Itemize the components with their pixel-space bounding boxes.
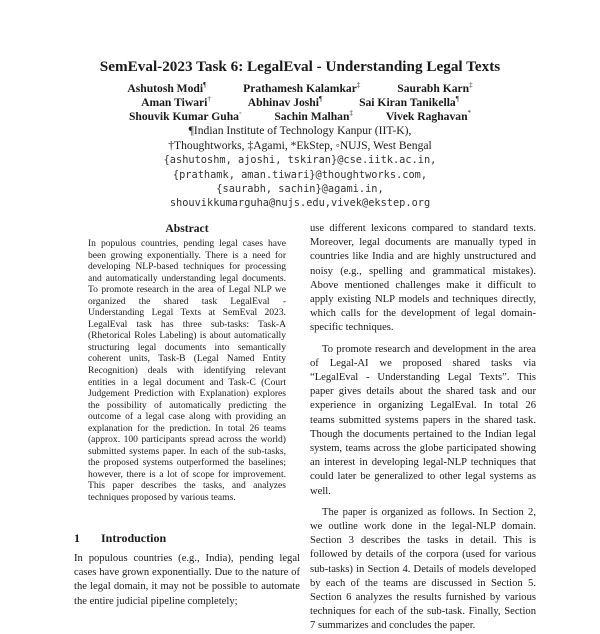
email-line: {ashutoshm, ajoshi, tskiran}@cse.iitk.ac.in, [163,154,437,166]
author: Saurabh Karn‡ [397,81,473,95]
section-number: 1 [74,531,80,545]
abstract-body [88,238,286,504]
paper-title: SemEval-2023 Task 6: LegalEval - Understanding Legal Texts [99,58,501,75]
author: Abhinav Joshi¶ [247,95,323,109]
author: Aman Tiwari† [141,95,211,109]
section-title: Introduction [101,531,167,545]
paragraph: use different lexicons compared to standard texts. Moreover, legal documents are manually typed in countries like India and are highly unstructured and noisy (e.g., spelling and grammatical mistakes). Above mentioned challenges make it difficult to apply existing NLP models and techniques directly, which calls for the development of legal domain-specific techniques. [310,223,536,334]
email-line: {saurabh, sachin}@agami.in, [216,183,384,195]
affiliation-line-1: ¶Indian Institute of Technology Kanpur (IIT-K), [188,124,412,137]
author: Vivek Raghavan* [385,109,472,123]
affiliation-line-2: †Thoughtworks, ‡Agami, *EkStep, ◦NUJS, West Bengal [168,139,432,152]
author: Shouvik Kumar Guha◦ [128,109,242,123]
author-line-1 [0,81,600,95]
introduction-text: In populous countries (e.g., India), pending legal cases have grown exponentially. Due to the nature of the legal domain, it may not be possible to automate the entire judicial pipeline completely; [74,553,300,607]
introduction-body [74,552,300,609]
abstract-text: In populous countries, pending legal cases have been growing exponentially. There is a need for developing NLP-based techniques for processing and automatically understanding legal documents. To promote research in the area of Legal NLP we organized the shared task LegalEval - Understanding Legal Texts at SemEval 2023. LegalEval task has three sub-tasks: Task-A (Rhetorical Roles Labeling) is about automatically structuring legal documents into semantically coherent units, Task-B (Legal Named Entity Recognition) deals with identifying relevant entities in a legal document and Task-C (Court Judgement Prediction with Explanation) explores the possibility of automatically predicting the outcome of a legal case along with providing an explanation for the prediction. In total 26 teams (approx. 100 participants spread across the world) submitted systems paper. In each of the sub-tasks, the proposed systems outperformed the baselines; however, there is a lot of scope for improvement. This paper describes the tasks, and analyzes techniques proposed by various teams. [88,238,286,504]
author-line-3 [0,109,600,123]
author: Sai Kiran Tanikella¶ [359,95,459,109]
author: Prathamesh Kalamkar‡ [243,81,361,95]
email-line: {prathamk, aman.tiwari}@thoughtworks.com, [172,169,428,181]
email-line: shouvikkumarguha@nujs.edu,vivek@ekstep.org [169,197,431,209]
right-column [310,222,536,634]
author: Sachin Malhan‡ [274,109,353,123]
paragraph: To promote research and development in the area of Legal-AI we proposed shared tasks via “LegalEval - Understanding Legal Texts”. This paper gives details about the shared task and our experience in organizing LegalEval. In total 26 teams submitted systems papers in the shared task. Though the documents pertained to the Indian legal system, teams across the globe participated showing an interest in developing legal-NLP techniques that could later be generalized to other legal systems as well. [310,343,536,497]
author-line-2 [0,95,600,109]
abstract-heading: Abstract [165,222,209,235]
paragraph: The paper is organized as follows. In Section 2, we outline work done in the legal-NLP domain. Section 3 describes the tasks in detail. This is followed by details of the corpora (used for various sub-tasks) in Section 4. Details of models developed by each of the teams are discussed in Section 5. Section 6 analyzes the results furnished by various techniques for each of the sub-task. Finally, Section 7 summarizes and concludes the paper. [310,506,536,632]
author: Ashutosh Modi¶ [127,81,207,95]
section-heading-introduction [74,531,166,546]
